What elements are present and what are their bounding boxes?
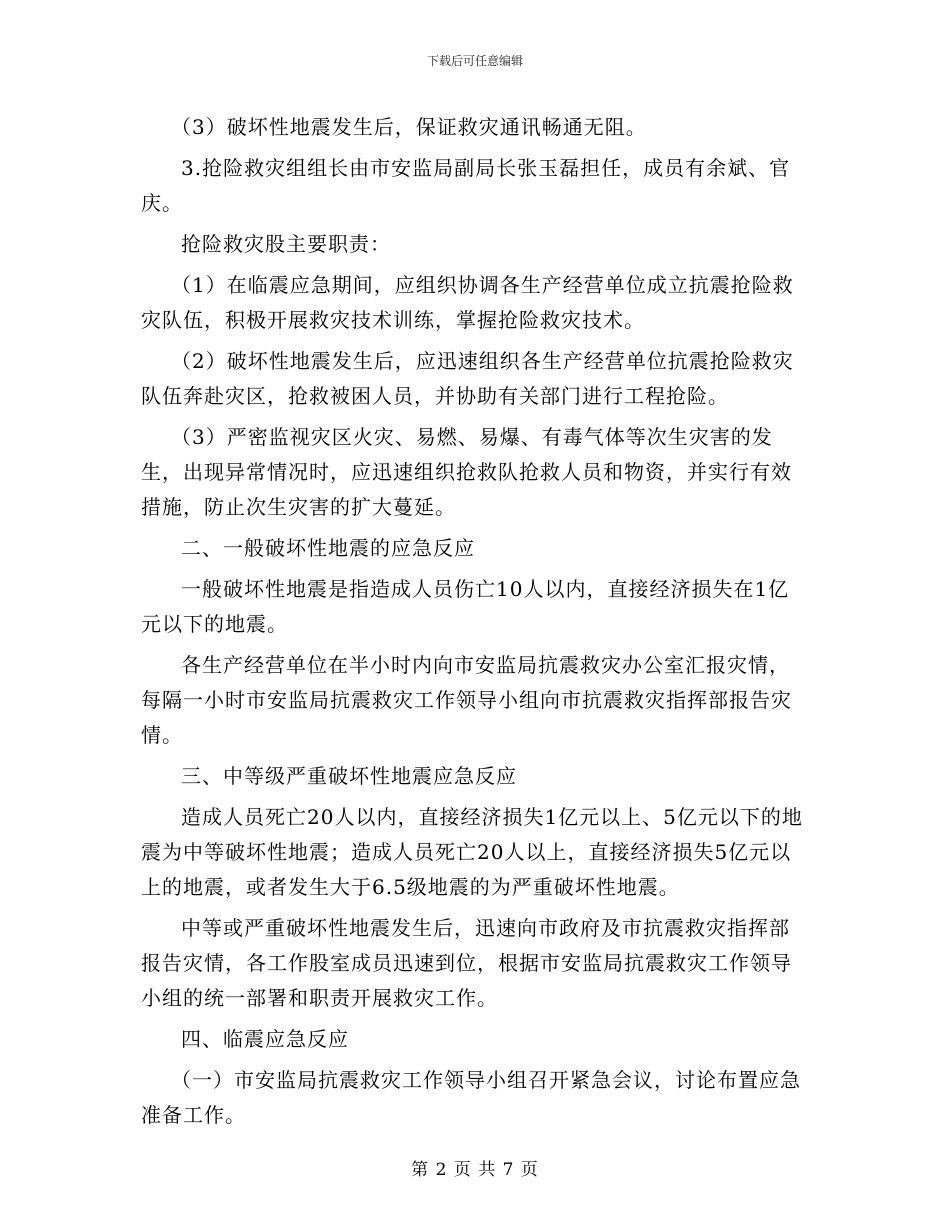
page-footer: 第 2 页 共 7 页 [411,1160,539,1180]
paragraph: （一）市安监局抗震救灾工作领导小组召开紧急会议，讨论布置应急准备工作。 [141,1068,801,1127]
paragraph: 中等或严重破坏性地震发生后，迅速向市政府及市抗震救灾指挥部报告灾情，各工作股室成员迅速到位，根据市安监局抗震救灾工作领导小组的统一部署和职责开展救灾工作。 [141,916,792,1010]
paragraph: （3）破坏性地震发生后，保证救灾通讯畅通无阻。 [171,115,647,139]
paragraph: 各生产经营单位在半小时内向市安监局抗震救灾办公室汇报灾情，每隔一小时市安监局抗震救灾工作领导小组向市抗震救灾指挥部报告灾情。 [141,653,792,747]
page-header: 下载后可任意编辑 [426,54,523,68]
section-heading: 三、中等级严重破坏性地震应急反应 [181,764,517,788]
document-body [141,110,809,1139]
paragraph: 3.抢险救灾组组长由市安监局副局长张玉磊担任，成员有余斌、官庆。 [141,156,791,215]
paragraph: 造成人员死亡20人以内，直接经济损失1亿元以上、5亿元以下的地震为中等破坏性地震；造成人员死亡20人以上，直接经济损失5亿元以上的地震，或者发生大于6.5级地震的为严重破坏性地震。 [141,805,803,899]
paragraph: （3）严密监视灾区火灾、易燃、易爆、有毒气体等次生灾害的发生，出现异常情况时，应迅速组织抢救队抢救人员和物资，并实行有效措施，防止次生灾害的扩大蔓延。 [141,425,792,519]
section-heading: 四、临震应急反应 [181,1027,349,1051]
paragraph: 一般破坏性地震是指造成人员伤亡10人以内，直接经济损失在1亿元以下的地震。 [141,577,790,636]
paragraph: （2）破坏性地震发生后，应迅速组织各生产经营单位抗震抢险救灾队伍奔赴灾区，抢救被困人员，并协助有关部门进行工程抢险。 [141,349,794,408]
paragraph: （1）在临震应急期间，应组织协调各生产经营单位成立抗震抢险救灾队伍，积极开展救灾技术训练，掌握抢险救灾技术。 [141,273,794,332]
paragraph: 抢险救灾股主要职责： [181,232,391,256]
section-heading: 二、一般破坏性地震的应急反应 [181,536,475,560]
